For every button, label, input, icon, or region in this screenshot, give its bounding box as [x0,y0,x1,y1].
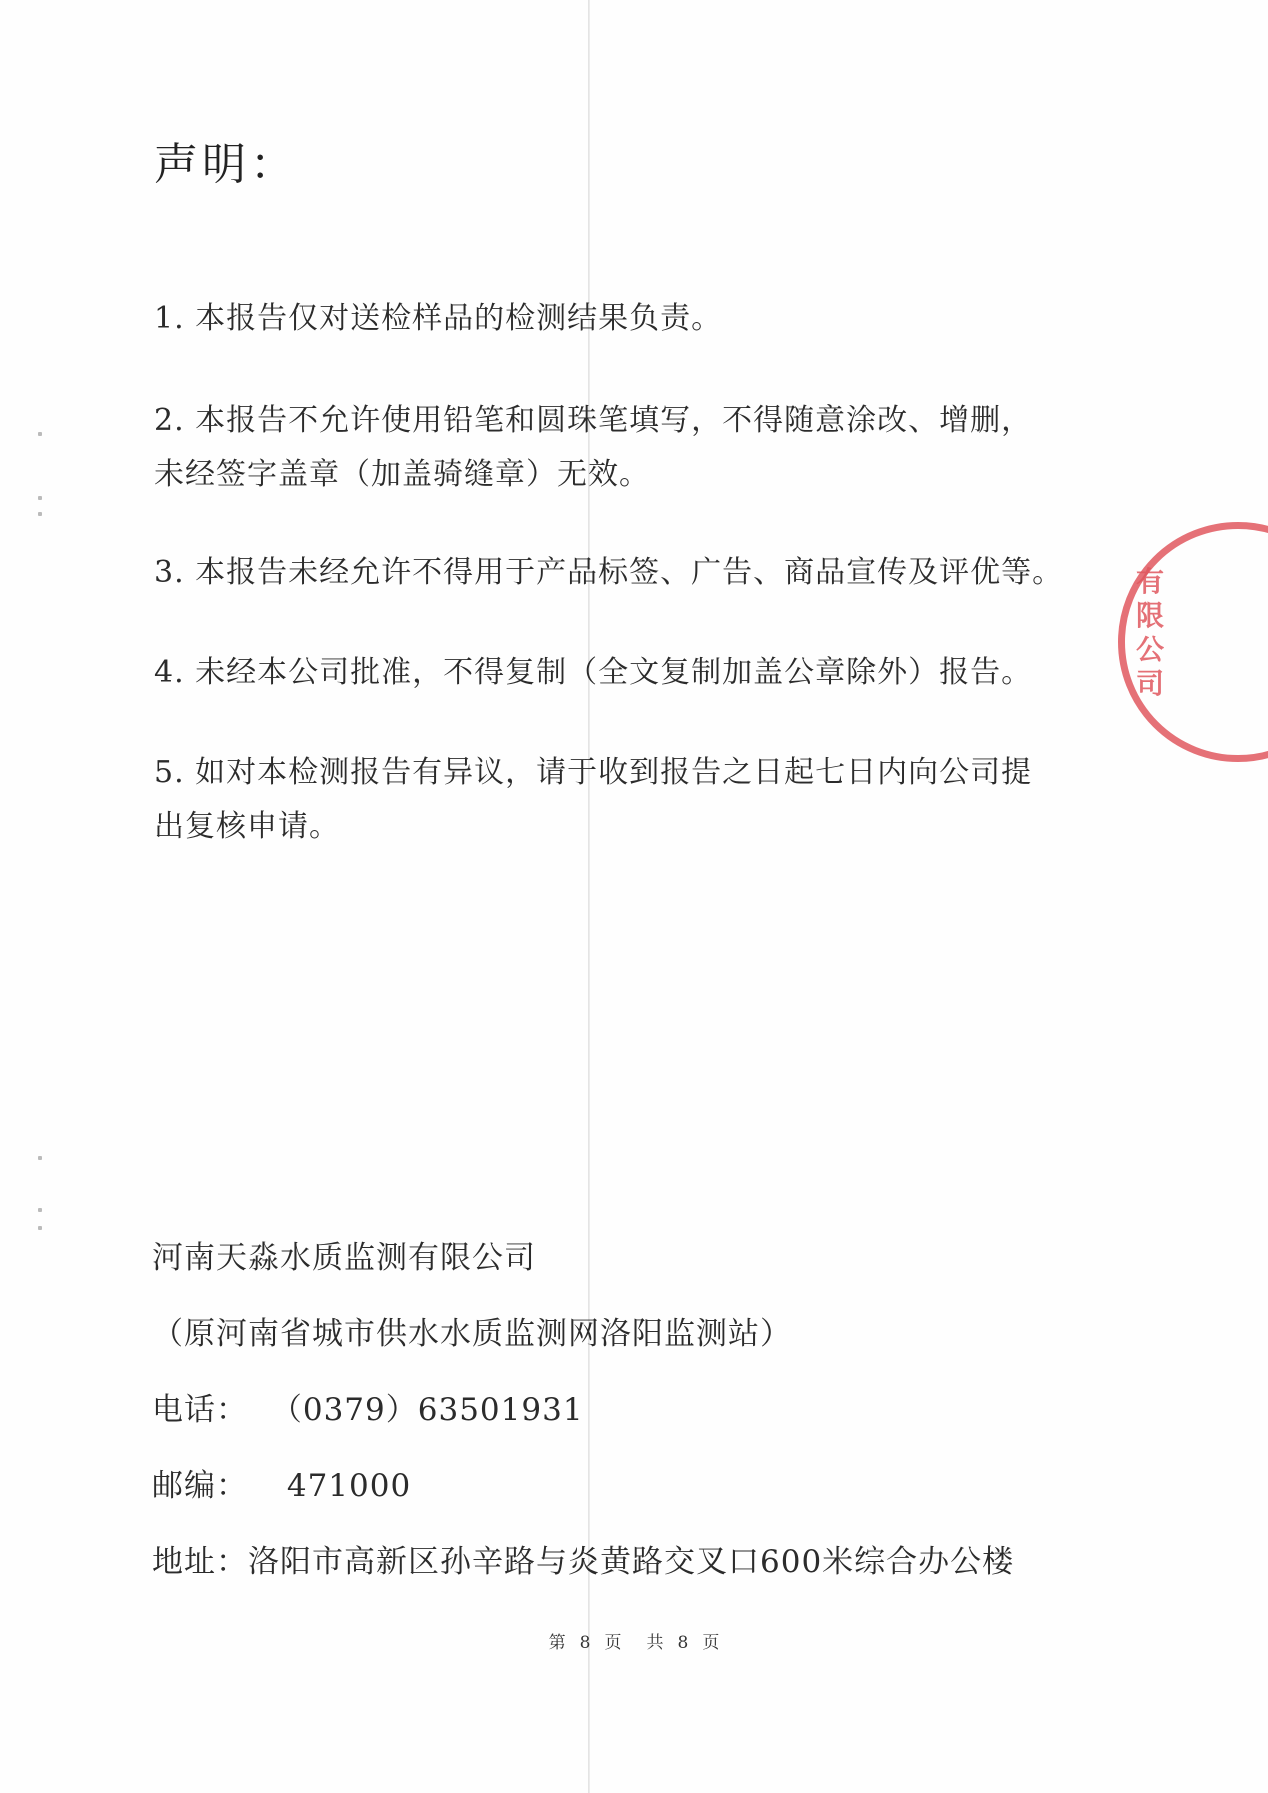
footer-ye: 页 [604,1633,622,1653]
binding-mark [38,1208,42,1212]
phone-label: 电话： [152,1392,248,1428]
address-value: 洛阳市高新区孙辛路与炎黄路交叉口600米综合办公楼 [248,1544,1015,1580]
clause-4 [154,646,1114,700]
binding-mark [38,1156,42,1160]
binding-mark [38,1226,42,1230]
declaration-heading: 声明： [154,139,298,190]
clause-5-line1: 5. 如对本检测报告有异议，请于收到报告之日起七日内向公司提 [154,755,1033,790]
clause-3-line1: 3. 本报告未经允许不得用于产品标签、广告、商品宣传及评优等。 [154,555,1064,590]
clause-1-line1: 1. 本报告仅对送检样品的检测结果负责。 [154,301,723,336]
clause-3 [154,546,1114,600]
clause-5 [154,746,1114,854]
clause-5-line2: 出复核申请。 [154,809,340,844]
postcode-value: 471000 [286,1468,412,1504]
binding-mark [38,512,42,516]
scan-fold-line [588,0,590,1793]
postcode-label: 邮编： [152,1468,248,1504]
address-label: 地址： [152,1544,248,1580]
company-address [152,1536,1014,1581]
clause-2 [154,394,1114,502]
company-former-name: （原河南省城市供水水质监测网洛阳监测站） [152,1316,792,1352]
company-phone [152,1384,584,1429]
clause-1 [154,292,1114,346]
footer-page-total: 8 [677,1633,689,1653]
clause-2-line1: 2. 本报告不允许使用铅笔和圆珠笔填写，不得随意涂改、增删， [154,403,1033,438]
company-postcode [152,1460,411,1505]
binding-mark [38,432,42,436]
footer-gong: 共 [646,1633,664,1653]
footer-ye-total: 页 [702,1633,720,1653]
company-seal-text: 有限公司 [1136,565,1165,700]
clause-4-line1: 4. 未经本公司批准，不得复制（全文复制加盖公章除外）报告。 [154,655,1033,690]
page-footer [0,1628,1268,1653]
binding-mark [38,496,42,500]
clause-2-line2: 未经签字盖章（加盖骑缝章）无效。 [154,457,650,492]
footer-di: 第 [548,1633,566,1653]
footer-page-current: 8 [579,1633,591,1653]
company-name: 河南天淼水质监测有限公司 [152,1240,536,1276]
phone-value: （0379）63501931 [270,1392,584,1428]
